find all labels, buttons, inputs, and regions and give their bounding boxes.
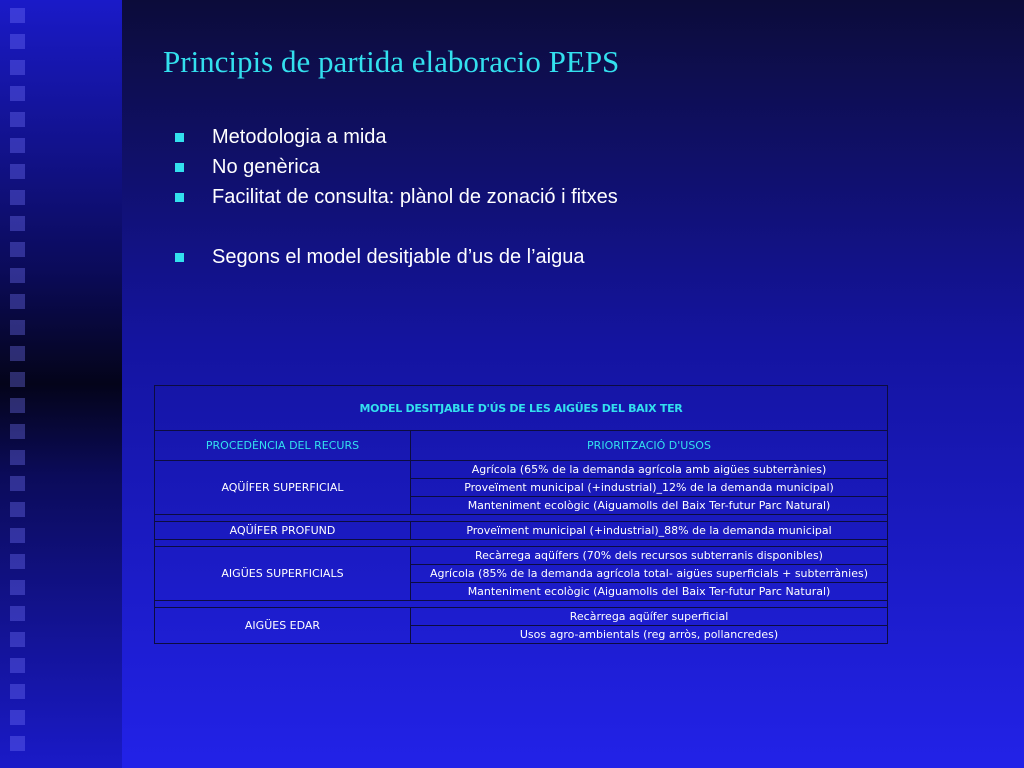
decorative-square [10,112,25,127]
source-cell: AQÜÍFER SUPERFICIAL [155,461,411,515]
slide-title: Principis de partida elaboracio PEPS [163,44,620,79]
decorative-square [10,476,25,491]
decorative-square [10,320,25,335]
decorative-square [10,580,25,595]
decorative-square [10,268,25,283]
decorative-square [10,216,25,231]
decorative-square [10,736,25,751]
spacer-cell [155,540,888,547]
decorative-square [10,372,25,387]
table-row [155,522,888,540]
decorative-square [10,86,25,101]
water-use-model-table [154,385,888,644]
use-cell: Proveïment municipal (+industrial)_88% de la demanda municipal [411,522,888,540]
source-cell: AQÜÍFER PROFUND [155,522,411,540]
bullet-list [172,122,872,272]
spacer-row [155,601,888,608]
square-bullet-icon [175,253,184,262]
spacer-row [155,515,888,522]
table-row [155,608,888,626]
decorative-square [10,294,25,309]
use-cell: Manteniment ecològic (Aiguamolls del Baix Ter-futur Parc Natural) [411,497,888,515]
table-row [155,547,888,565]
table-title: MODEL DESITJABLE D'ÚS DE LES AIGÜES DEL BAIX TER [155,386,888,431]
decorative-square [10,164,25,179]
decorative-square [10,60,25,75]
use-cell: Manteniment ecològic (Aiguamolls del Baix Ter-futur Parc Natural) [411,583,888,601]
use-cell: Usos agro-ambientals (reg arròs, pollancredes) [411,626,888,644]
bullet-text: Metodologia a mida [212,126,387,148]
decorative-square [10,450,25,465]
decorative-square [10,398,25,413]
source-cell: AIGÜES EDAR [155,608,411,644]
bullet-text: No genèrica [212,156,320,178]
square-bullet-icon [175,193,184,202]
decorative-square [10,554,25,569]
decorative-square [10,502,25,517]
decorative-squares [6,0,28,768]
spacer-cell [155,515,888,522]
bullet-text: Facilitat de consulta: plànol de zonació i fitxes [212,186,618,208]
use-cell: Recàrrega aqüífer superficial [411,608,888,626]
decorative-square [10,658,25,673]
use-cell: Agrícola (65% de la demanda agrícola amb aigües subterrànies) [411,461,888,479]
decorative-square [10,242,25,257]
column-header-uses: PRIORITZACIÓ D'USOS [411,431,888,461]
column-header-source: PROCEDÈNCIA DEL RECURS [155,431,411,461]
decorative-square [10,632,25,647]
decorative-square [10,138,25,153]
decorative-square [10,710,25,725]
decorative-square [10,528,25,543]
bullet-item [172,122,872,152]
use-cell: Agrícola (85% de la demanda agrícola total- aigües superficials + subterrànies) [411,565,888,583]
square-bullet-icon [175,163,184,172]
decorative-side-strip [0,0,122,768]
bullet-item [172,242,872,272]
spacer-row [155,540,888,547]
use-cell: Recàrrega aqüífers (70% dels recursos subterranis disponibles) [411,547,888,565]
decorative-square [10,684,25,699]
bullet-item [172,152,872,182]
square-bullet-icon [175,133,184,142]
decorative-square [10,346,25,361]
table-row [155,461,888,479]
decorative-square [10,34,25,49]
decorative-square [10,190,25,205]
decorative-square [10,8,25,23]
decorative-square [10,424,25,439]
source-cell: AIGÜES SUPERFICIALS [155,547,411,601]
spacer-cell [155,601,888,608]
use-cell: Proveïment municipal (+industrial)_12% de la demanda municipal) [411,479,888,497]
bullet-item [172,182,872,212]
bullet-text: Segons el model desitjable d’us de l’aigua [212,246,585,268]
decorative-square [10,606,25,621]
